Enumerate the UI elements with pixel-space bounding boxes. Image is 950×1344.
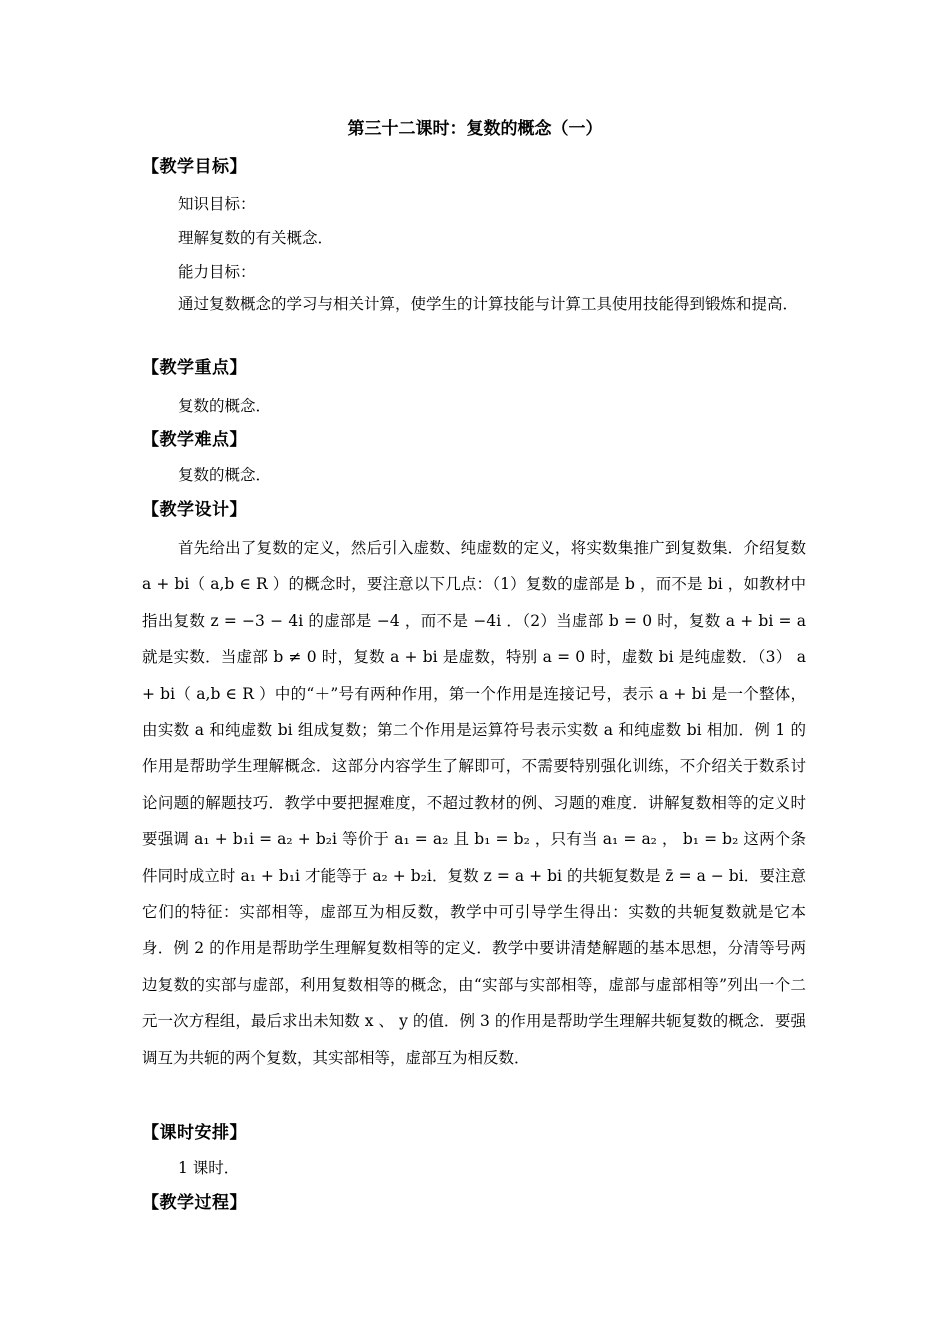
heading-process: 【教学过程】 — [142, 1193, 247, 1213]
knowledge-goal-text: 理解复数的有关概念． — [178, 229, 334, 247]
heading-goals: 【教学目标】 — [142, 157, 247, 177]
heading-key-points: 【教学重点】 — [142, 358, 247, 378]
knowledge-goal-label: 知识目标： — [178, 195, 256, 213]
heading-design: 【教学设计】 — [142, 500, 247, 520]
heading-schedule: 【课时安排】 — [142, 1123, 247, 1143]
ability-goal-text: 通过复数概念的学习与相关计算，使学生的计算技能与计算工具使用技能得到锻炼和提高． — [178, 295, 799, 313]
ability-goal-label: 能力目标： — [178, 263, 256, 281]
key-points-text: 复数的概念． — [178, 397, 272, 415]
heading-difficulties: 【教学难点】 — [142, 430, 247, 450]
difficulties-text: 复数的概念． — [178, 466, 272, 484]
design-paragraph: 首先给出了复数的定义，然后引入虚数、纯虚数的定义，将实数集推广到复数集．介绍复数 a + bi（ a,b ∈ R ）的概念时，要注意以下几点：（1）复数的虚部是 b ，而不是 bi ，如教材中指出复数 z = −3 − 4i 的虚部是 −4 ，而不是 −4i ．（2）当虚部 b = 0 时，复数 a + bi = a 就是实数．当虚部 b ≠ 0 时，复数 a + bi 是虚数，特别 a = 0 时，虚数 bi 是纯虚数．（3） a + bi（ a,b ∈ R ）中的“＋”号有两种作用，第一个作用是连接记号，表示 a + bi 是一个整体，由实数 a 和纯虚数 bi 组成复数；第二个作用是运算符号表示实数 a 和纯虚数 bi 相加．例 1 的作用是帮助学生理解概念．这部分内容学生了解即可，不需要特别强化训练，不介绍关于数系讨论问题的解题技巧．教学中要把握难度，不超过教材的例、习题的难度．讲解复数相等的定义时要强调 a₁ + b₁i = a₂ + b₂i 等价于 a₁ = a₂ 且 b₁ = b₂ ，只有当 a₁ = a₂ ， b₁ = b₂ 这两个条件同时成立时 a₁ + b₁i 才能等于 a₂ + b₂i．复数 z = a + bi 的共轭复数是 z̄ = a − bi．要注意它们的特征：实部相等，虚部互为相反数，教学中可引导学生得出：实数的共轭复数就是它本身．例 2 的作用是帮助学生理解复数相等的定义．教学中要讲清楚解题的基本思想，分清等号两边复数的实部与虚部，利用复数相等的概念，由“实部与实部相等，虚部与虚部相等”列出一个二元一次方程组，最后求出未知数 x 、 y 的值．例 3 的作用是帮助学生理解共轭复数的概念．要强调互为共轭的两个复数，其实部相等，虚部互为相反数． — [142, 539, 806, 1067]
schedule-text: 1 课时． — [178, 1159, 240, 1177]
page-title: 第三十二课时：复数的概念（一） — [347, 119, 603, 139]
